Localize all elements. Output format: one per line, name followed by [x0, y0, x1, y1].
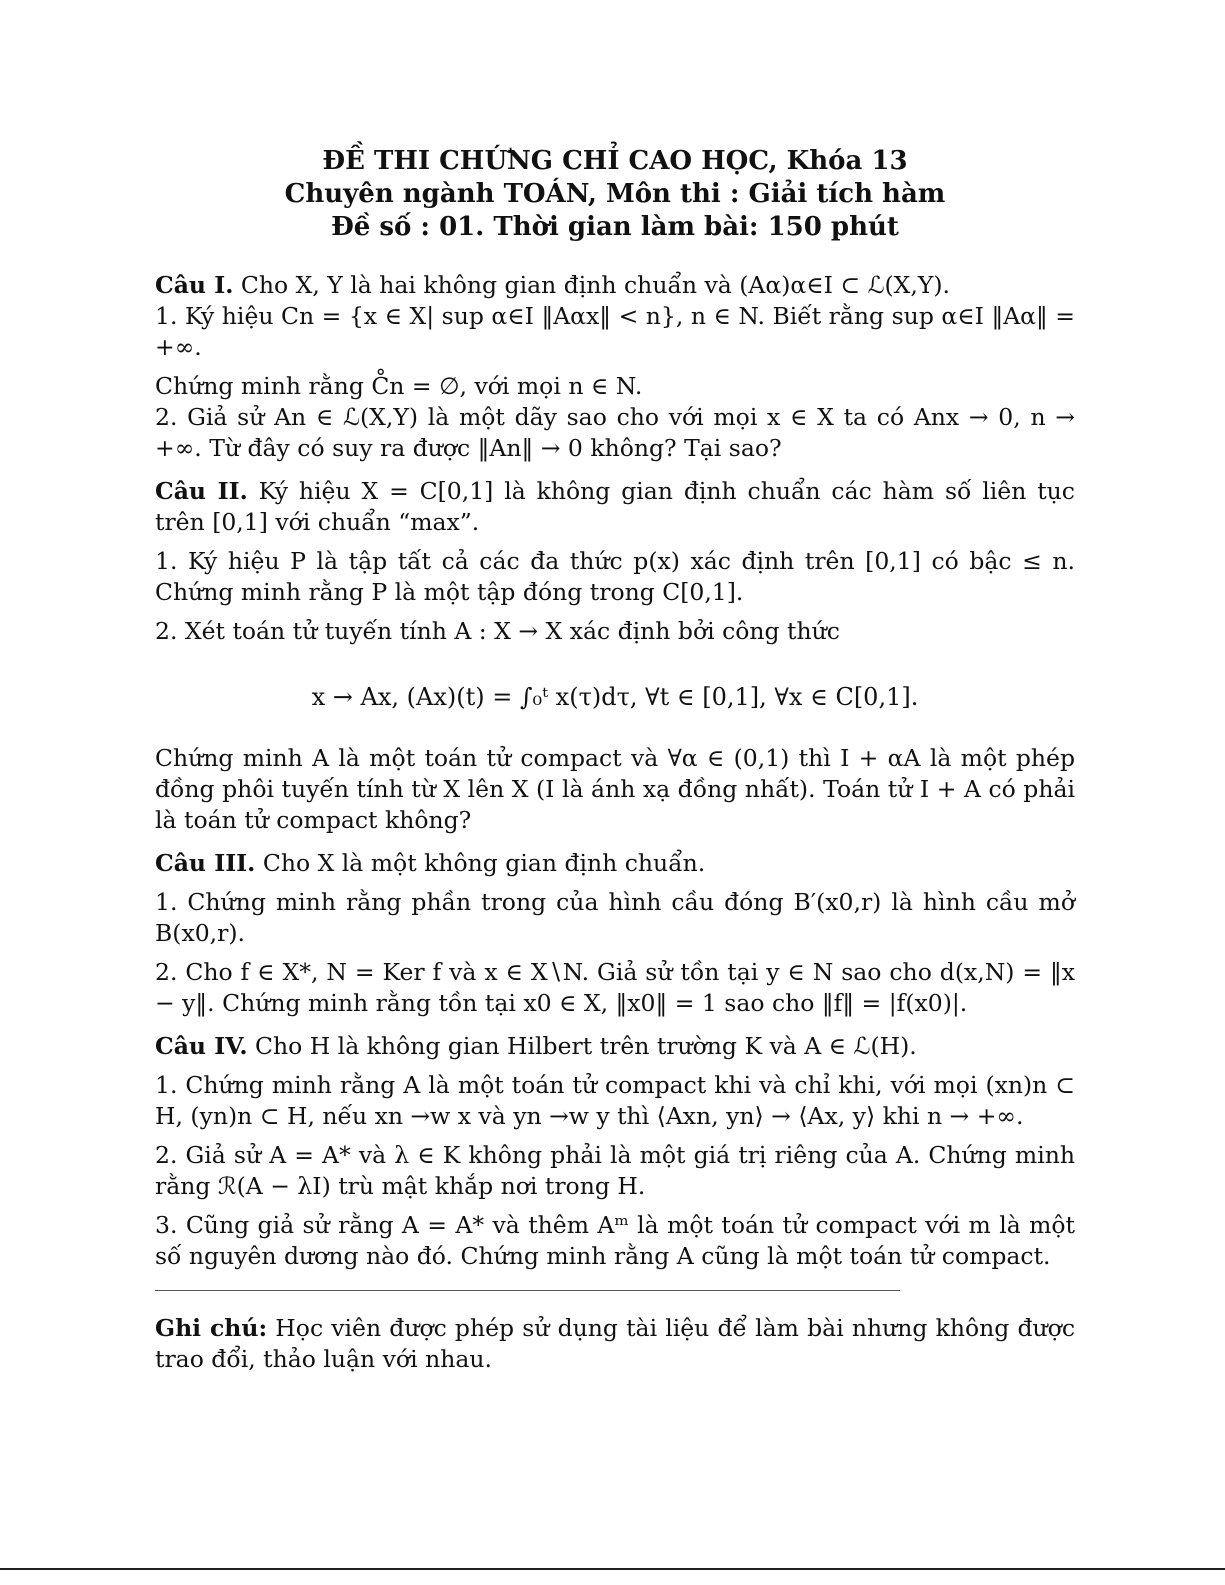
exam-page [155, 145, 1075, 1375]
exam-header [155, 145, 1075, 244]
question-4-part-1: 1. Chứng minh rằng A là một toán tử compact khi và chỉ khi, với mọi (xn)n ⊂ H, (yn)n ⊂ H, nếu xn →w x và yn →w y thì ⟨Axn, yn⟩ → ⟨Ax, y⟩ khi n → +∞. [155, 1071, 1075, 1130]
question-1-part-2: 2. Giả sử An ∈ ℒ(X,Y) là một dãy sao cho với mọi x ∈ X ta có Anx → 0, n → +∞. Từ đây có suy ra được ‖An‖ → 0 không? Tại sao? [155, 403, 1075, 462]
question-4-part-2: 2. Giả sử A = A* và λ ∈ K không phải là một giá trị riêng của A. Chứng minh rằng ℛ(A − λI) trù mật khắp nơi trong H. [155, 1141, 1075, 1200]
divider [155, 1290, 900, 1291]
question-1-intro-text: Cho X, Y là hai không gian định chuẩn và (Aα)α∈I ⊂ ℒ(X,Y). [240, 271, 951, 299]
question-3-intro [155, 848, 1075, 879]
header-line-2: Chuyên ngành TOÁN, Môn thi : Giải tích hàm [284, 179, 946, 209]
header-line-3: Đề số : 01. Thời gian làm bài: 150 phút [331, 212, 899, 242]
question-4-intro-text: Cho H là không gian Hilbert trên trường K và A ∈ ℒ(H). [254, 1032, 917, 1060]
question-1-label: Câu I. [155, 271, 234, 299]
question-3-intro-text: Cho X là một không gian định chuẩn. [262, 849, 706, 877]
bottom-border [0, 1568, 1225, 1570]
question-2-label: Câu II. [155, 477, 248, 505]
question-2-part-1: 1. Ký hiệu P là tập tất cả các đa thức p(x) xác định trên [0,1] có bậc ≤ n. Chứng minh rằng P là một tập đóng trong C[0,1]. [155, 547, 1075, 606]
question-4-part-3: 3. Cũng giả sử rằng A = A* và thêm Aᵐ là một toán tử compact với m là một số nguyên dương nào đó. Chứng minh rằng A cũng là một toán tử compact. [155, 1211, 1075, 1270]
question-2-intro-text: Ký hiệu X = C[0,1] là không gian định chuẩn các hàm số liên tục trên [0,1] với chuẩn “max”. [155, 477, 1075, 536]
question-2-part-2: 2. Xét toán tử tuyến tính A : X → X xác định bởi công thức [155, 617, 840, 645]
question-2-formula: x → Ax, (Ax)(t) = ∫₀ᵗ x(τ)dτ, ∀t ∈ [0,1], ∀x ∈ C[0,1]. [311, 683, 919, 711]
question-3-part-2: 2. Cho f ∈ X*, N = Ker f và x ∈ X∖N. Giả sử tồn tại y ∈ N sao cho d(x,N) = ‖x − y‖. Chứng minh rằng tồn tại x0 ∈ X, ‖x0‖ = 1 sao cho ‖f‖ = |f(x0)|. [155, 958, 1075, 1017]
note-text: Học viên được phép sử dụng tài liệu để làm bài nhưng không được trao đổi, thảo luận với nhau. [155, 1314, 1075, 1373]
question-1-part-1-claim: Chứng minh rằng C̊n = ∅, với mọi n ∈ N. [155, 372, 643, 400]
note-label: Ghi chú: [155, 1314, 268, 1342]
question-1-intro [155, 270, 1075, 301]
question-2-part-3: Chứng minh A là một toán tử compact và ∀α ∈ (0,1) thì I + αA là một phép đồng phôi tuyến tính từ X lên X (I là ánh xạ đồng nhất). Toán tử I + A có phải là toán tử compact không? [155, 744, 1075, 834]
note [155, 1313, 1075, 1375]
question-2-intro [155, 476, 1075, 538]
question-1-part-1: 1. Ký hiệu Cn = {x ∈ X| sup α∈I ‖Aαx‖ < n}, n ∈ N. Biết rằng sup α∈I ‖Aα‖ = +∞. [155, 302, 1075, 361]
question-3-part-1: 1. Chứng minh rằng phần trong của hình cầu đóng B′(x0,r) là hình cầu mở B(x0,r). [155, 888, 1075, 947]
header-line-1: ĐỀ THI CHỨNG CHỈ CAO HỌC, Khóa 13 [322, 146, 908, 176]
question-4-intro [155, 1031, 1075, 1062]
question-3-label: Câu III. [155, 849, 256, 877]
question-4-label: Câu IV. [155, 1032, 248, 1060]
